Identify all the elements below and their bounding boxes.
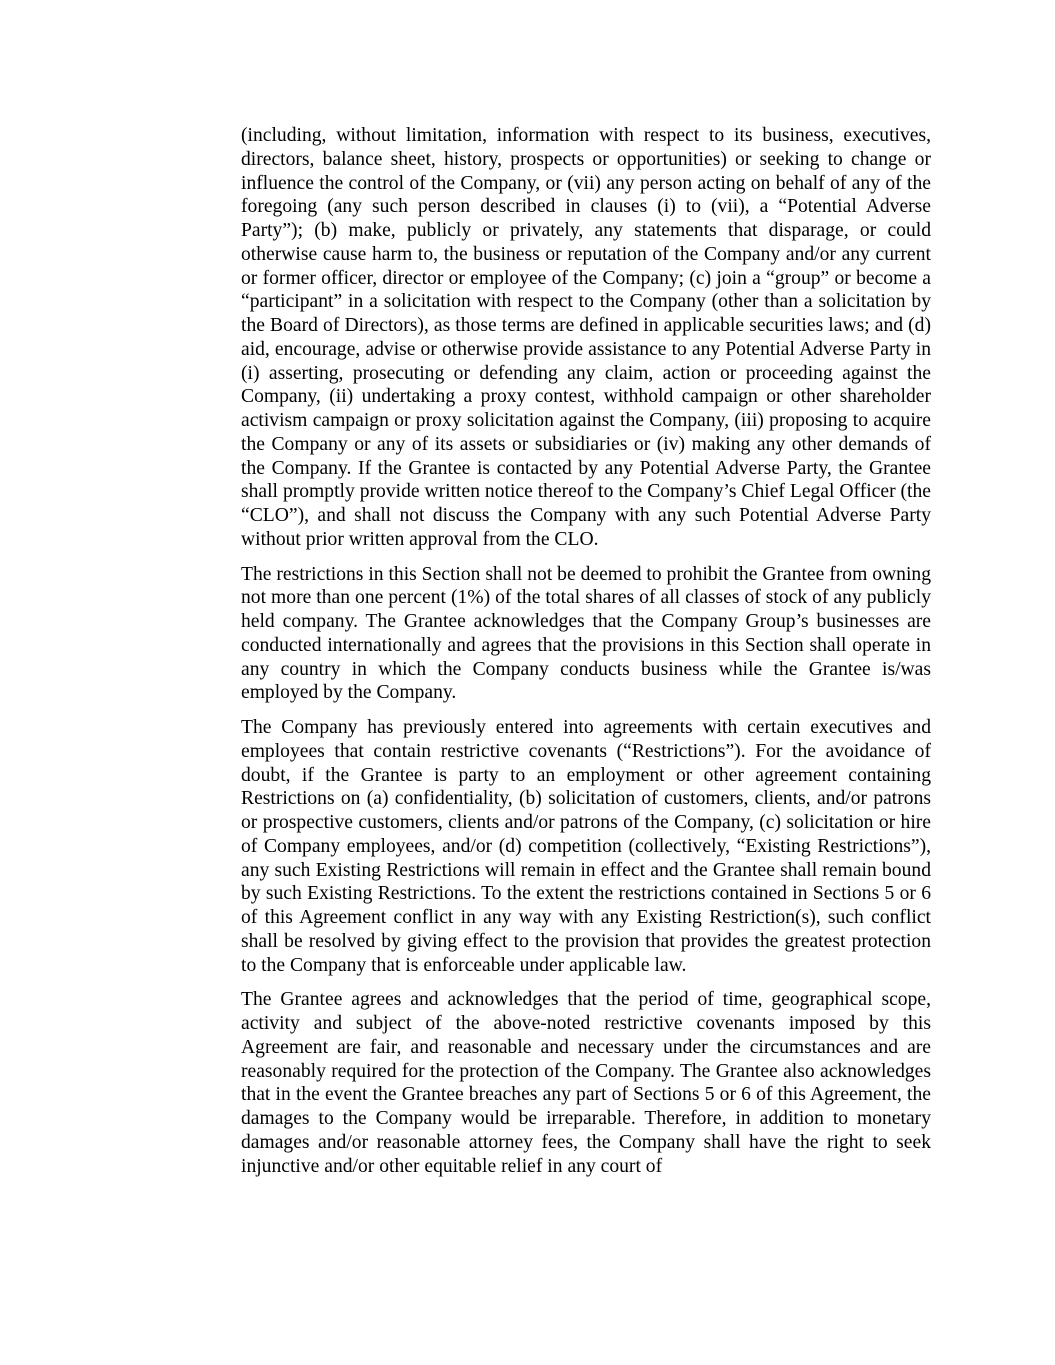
document-body — [241, 124, 931, 1189]
paragraph-restrictions-scope: The restrictions in this Section shall not be deemed to prohibit the Grantee from owning not more than one percent (1%) of the total shares of all classes of stock of any publicly held company. The Grantee acknowledges that the Company Group’s businesses are conducted internationally and agrees that the provisions in this Section shall operate in any country in which the Company conducts business while the Grantee is/was employed by the Company. — [241, 563, 931, 704]
paragraph-grantee-acknowledgement: The Grantee agrees and acknowledges that the period of time, geographical scope, activity and subject of the above-noted restrictive covenants imposed by this Agreement are fair, and reasonable and necessary under the circumstances and are reasonably required for the protection of the Company. The Grantee also acknowledges that in the event the Grantee breaches any part of Sections 5 or 6 of this Agreement, the damages to the Company would be irreparable. Therefore, in addition to monetary damages and/or reasonable attorney fees, the Company shall have the right to seek injunctive and/or other equitable relief in any court of — [241, 989, 931, 1177]
paragraph-existing-restrictions: The Company has previously entered into agreements with certain executives and employees that contain restrictive covenants (“Restrictions”). For the avoidance of doubt, if the Grantee is party to an employment or other agreement containing Restrictions on (a) confidentiality, (b) solicitation of customers, clients, and/or patrons or prospective customers, clients and/or patrons of the Company, (c) solicitation or hire of Company employees, and/or (d) competition (collectively, “Existing Restrictions”), any such Existing Restrictions will remain in effect and the Grantee shall remain bound by such Existing Restrictions. To the extent the restrictions contained in Sections 5 or 6 of this Agreement conflict in any way with any Existing Restriction(s), such conflict shall be resolved by giving effect to the provision that provides the greatest protection to the Company that is enforceable under applicable law. — [241, 717, 931, 976]
paragraph-potential-adverse-party: (including, without limitation, information with respect to its business, executives, directors, balance sheet, history, prospects or opportunities) or seeking to change or influence the control of the Company, or (vii) any person acting on behalf of any of the foregoing (any such person described in clauses (i) to (vii), a “Potential Adverse Party”); (b) make, publicly or privately, any statements that disparage, or could otherwise cause harm to, the business or reputation of the Company and/or any current or former officer, director or employee of the Company; (c) join a “group” or become a “participant” in a solicitation with respect to the Company (other than a solicitation by the Board of Directors), as those terms are defined in applicable securities laws; and (d) aid, encourage, advise or otherwise provide assistance to any Potential Adverse Party in (i) asserting, prosecuting or defending any claim, action or proceeding against the Company, (ii) undertaking a proxy contest, withhold campaign or other shareholder activism campaign or proxy solicitation against the Company, (iii) proposing to acquire the Company or any of its assets or subsidiaries or (iv) making any other demands of the Company. If the Grantee is contacted by any Potential Adverse Party, the Grantee shall promptly provide written notice thereof to the Company’s Chief Legal Officer (the “CLO”), and shall not discuss the Company with any such Potential Adverse Party without prior written approval from the CLO. — [241, 125, 931, 550]
